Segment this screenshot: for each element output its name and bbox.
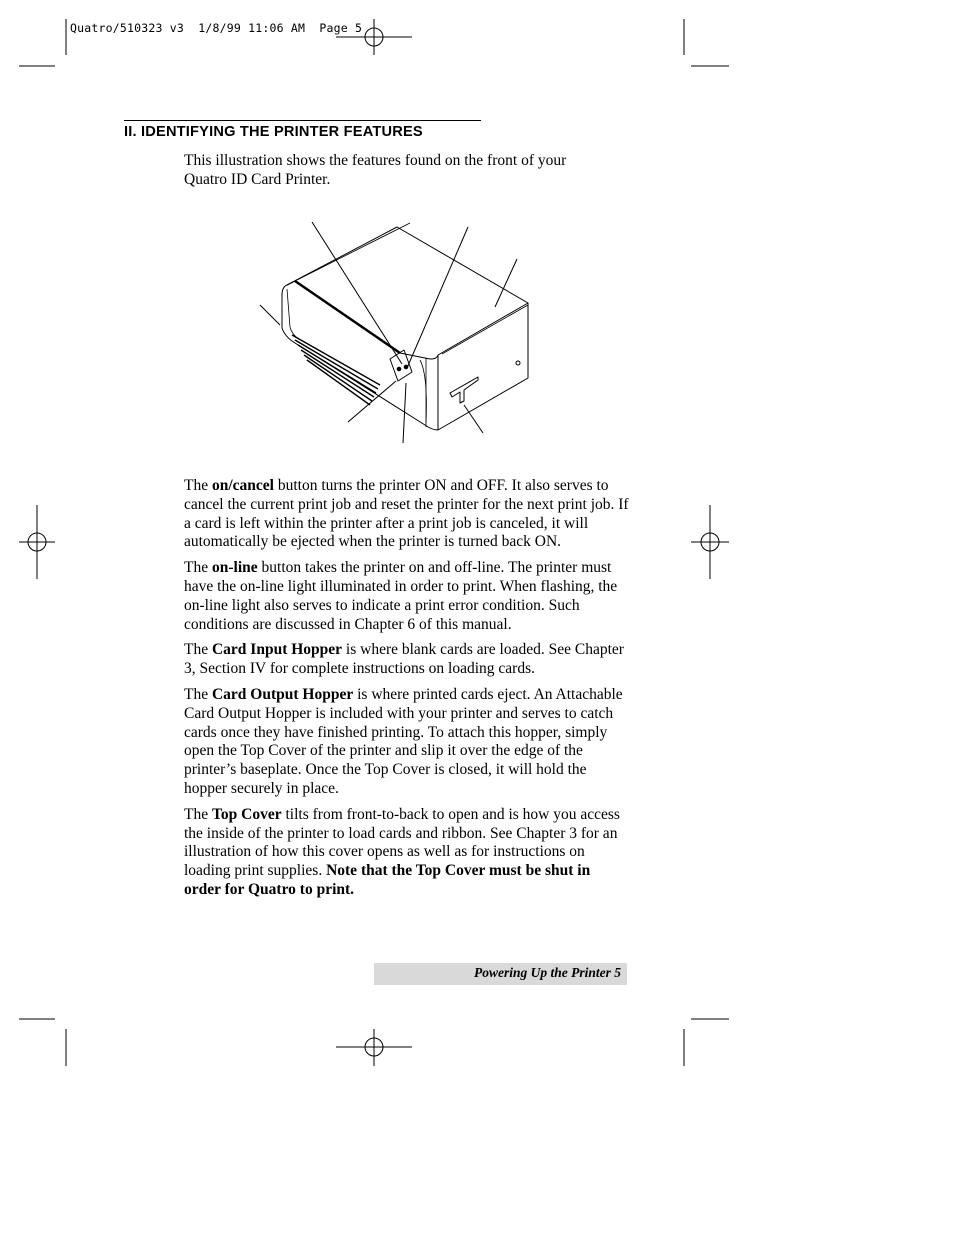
text: button takes the printer on and off-line. The printer must have the on-line light illuminated in order to print. When flashing, the on-line light also serves to indicate a print error condition. Such conditions are discussed in Chapter 6 of this manual. <box>184 559 618 633</box>
footer-text: Powering Up the Printer 5 <box>473 965 621 980</box>
text: The <box>184 685 212 703</box>
text: The <box>184 641 212 659</box>
paragraph-on-cancel <box>184 477 629 552</box>
text: is where blank cards are loaded. See Chapter 3, Section IV for complete instructions on loading cards. <box>184 641 624 678</box>
text: tilts from front-to-back to open and is how you access the inside of the printer to load cards and ribbon. See Chapter 3 for an illustration of how this cover opens as well as for instructions on loading print supplies. <box>184 805 620 880</box>
paragraph-on-line <box>184 559 629 634</box>
term-top-cover: Top Cover <box>211 805 282 823</box>
intro-line-1: This illustration shows the features found on the front of your <box>184 152 567 169</box>
term-card-input-hopper: Card Input Hopper <box>211 641 343 659</box>
feature-descriptions <box>184 477 629 907</box>
intro-paragraph <box>184 152 629 190</box>
paragraph-output-hopper <box>184 686 629 799</box>
text: is where printed cards eject. An Attachable Card Output Hopper is included with your printer and serves to catch cards once they have finished printing. To attach this hopper, simply open the Top Cover of the printer and slip it over the edge of the printer’s baseplate. Once the Top Cover is closed, it will hold the hopper securely in place. <box>184 685 623 797</box>
intro-line-2: Quatro ID Card Printer. <box>184 170 331 188</box>
text: The <box>184 477 212 494</box>
section-heading: II. IDENTIFYING THE PRINTER FEATURES <box>124 120 481 140</box>
text: button turns the printer ON and OFF. It also serves to cancel the current print job and reset the printer for the next print job. If a card is left within the printer after a print job is canceled, it will automatically be ejected when the printer is turned back ON. <box>184 477 629 551</box>
paragraph-top-cover <box>184 806 629 900</box>
page-footer <box>374 963 627 985</box>
text: The <box>184 559 212 577</box>
top-cover-note: Note that the Top Cover must be shut in order for Quatro to print. <box>184 862 591 898</box>
print-slug-line: Quatro/510323 v3 1/8/99 11:06 AM Page 5 <box>70 21 363 35</box>
paragraph-input-hopper <box>184 641 629 679</box>
text: The <box>184 805 212 823</box>
printer-illustration <box>250 215 540 450</box>
term-card-output-hopper: Card Output Hopper <box>211 685 354 703</box>
term-on-line: on-line <box>211 559 258 577</box>
term-on-cancel: on/cancel <box>211 477 274 494</box>
